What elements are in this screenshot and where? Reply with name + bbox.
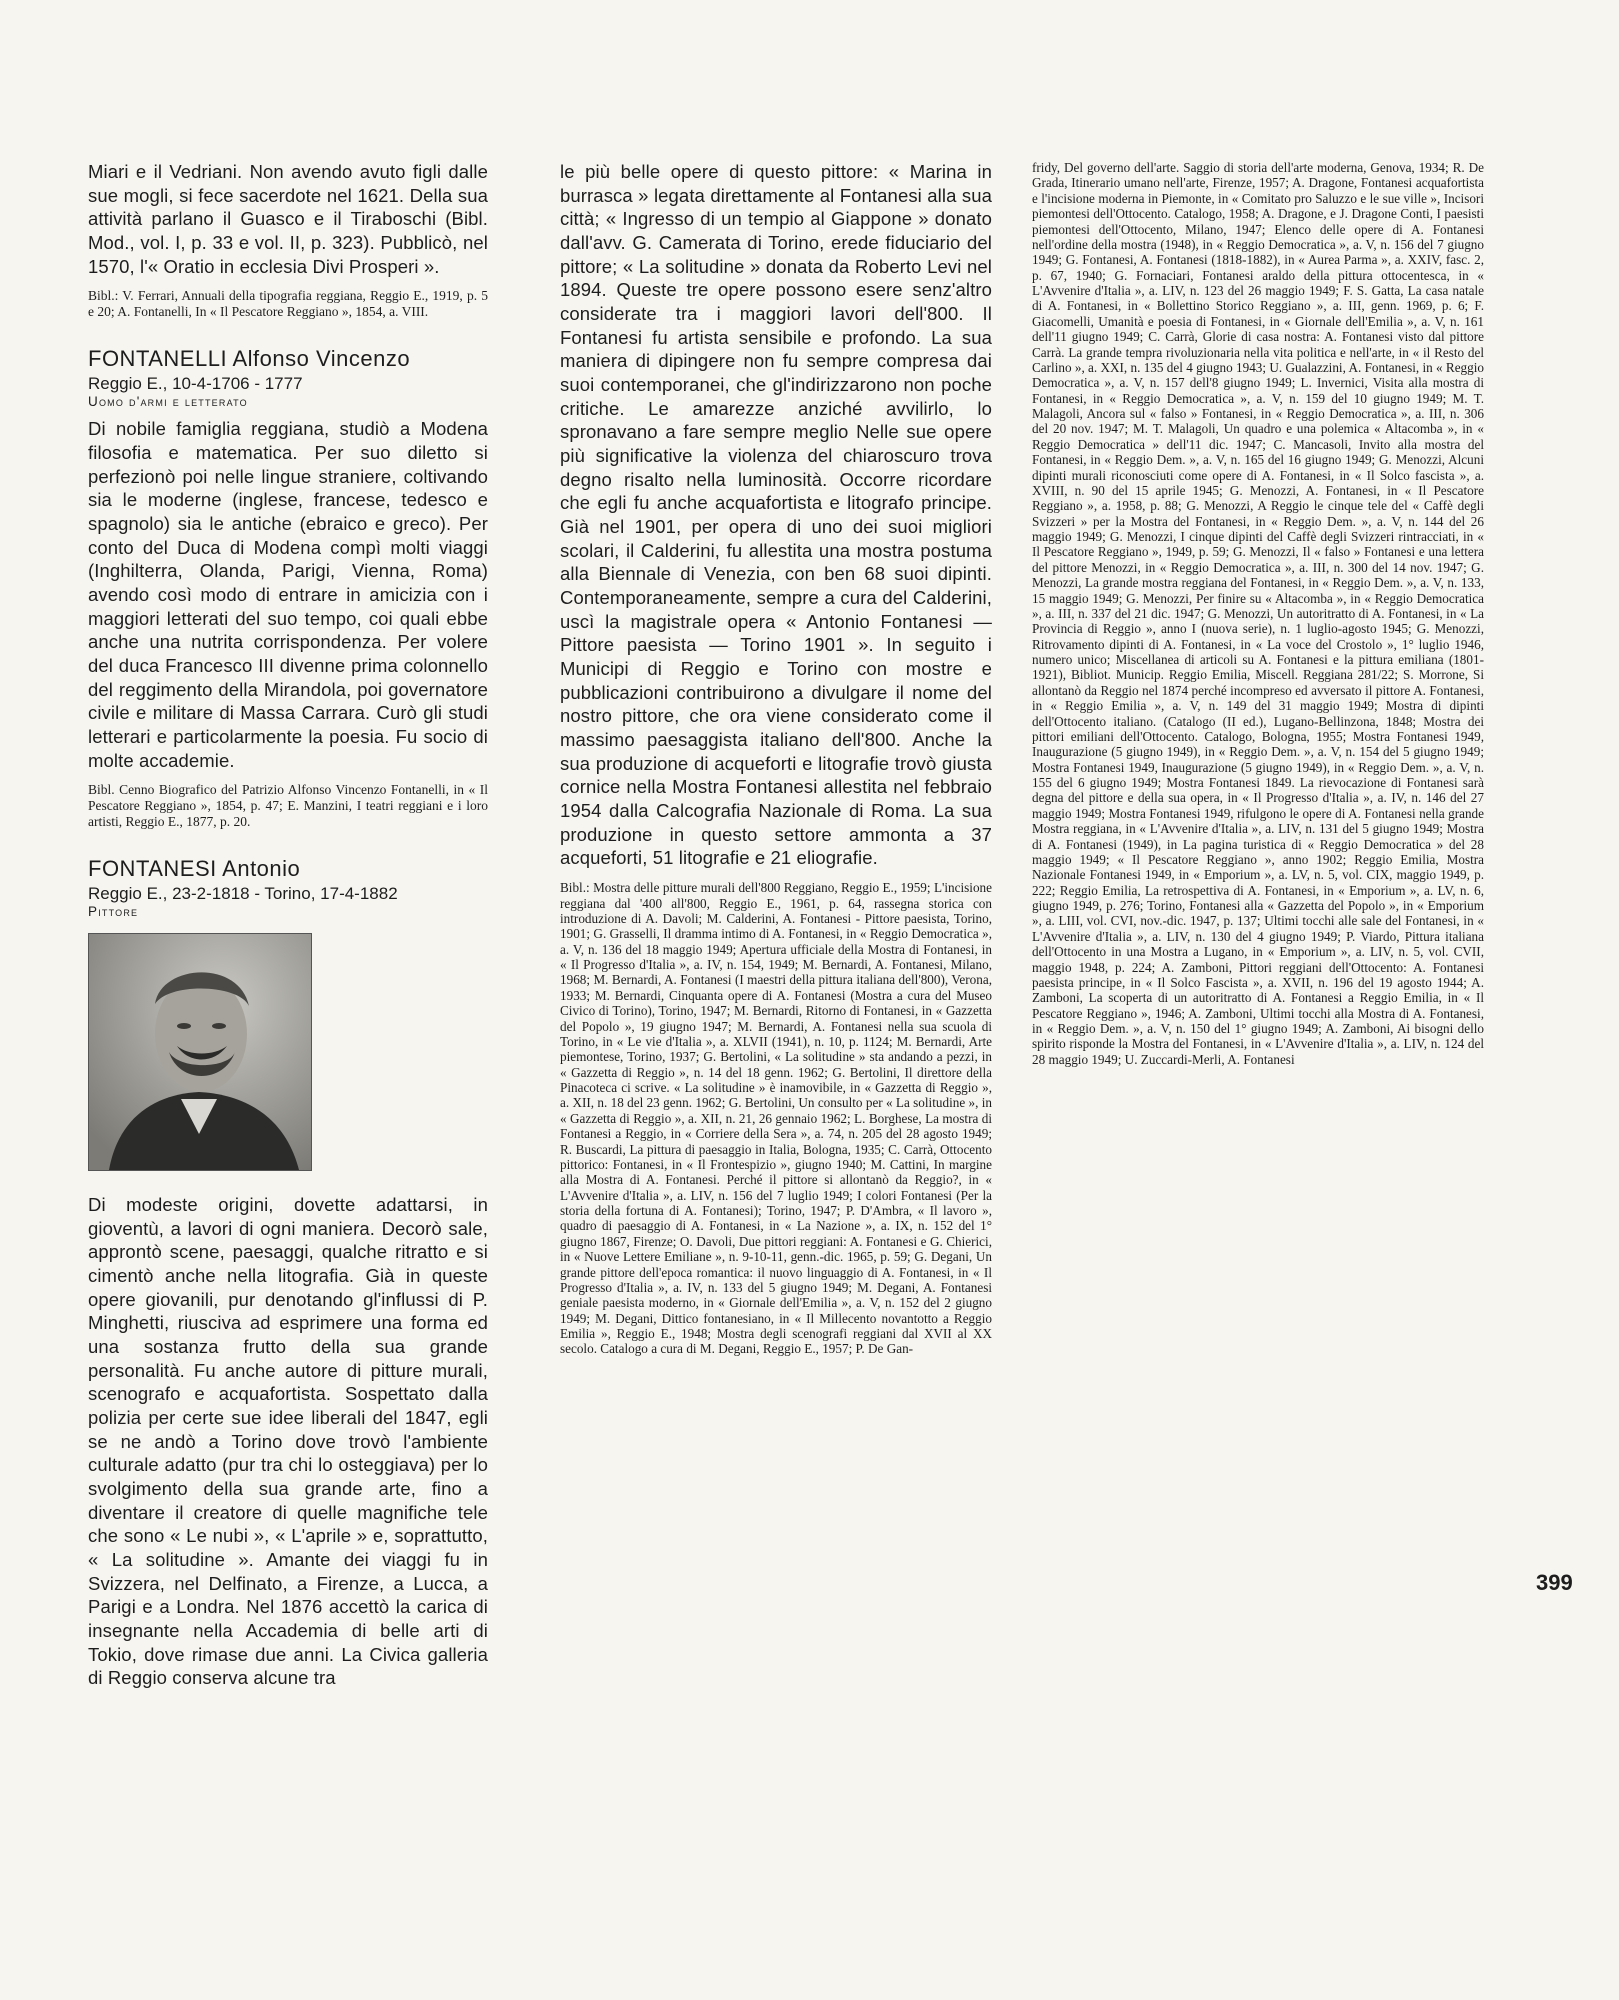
- column-left: [88, 160, 488, 1810]
- entry-heading-fontanesi: FONTANESI Antonio: [88, 856, 301, 882]
- fontanesi-bibliography-continued: fridy, Del governo dell'arte. Saggio di storia dell'arte moderna, Genova, 1934; R. De Grada, Itinerario umano nell'arte, Firenze, 1957; A. Dragone, Fontanesi acquafortista e l'incisione moderna in Piemonte, in « Comitato pro Saluzzo e le sue ville », Incisori piemontesi dell'Ottocento. Catalogo, 1958; A. Dragone, e J. Dragone Conti, I paesisti piemontesi dell'Ottocento, Milano, 1947; Elenco delle opere di A. Fontanesi nell'ordine della mostra (1948), in « Reggio Democratica », a. V, n. 156 del 7 giugno 1949; G. Fontanesi, A. Fontanesi (1818-1882), in « Aurea Parma », a. XXIV, fasc. 2, p. 67, 1940; G. Fornaciari, Fontanesi araldo della pittura ottocentesca, in « L'Avvenire d'Italia », a. LIV, n. 123 del 26 maggio 1949; F. S. Gatta, La casa natale di A. Fontanesi, in « Bollettino Storico Reggiano », a. III, genn. 1969, p. 6; F. Giacomelli, Umanità e poesia di Fontanesi, in « Giornale dell'Emilia », a. V, n. 161 dell'11 giugno 1949; C. Carrà, Glorie di casa nostra: A. Fontanesi visto dal pittore Carrà. La grande tempra rivoluzionaria nella vita politica e nell'arte, in « il Resto del Carlino », a. XXI, n. 135 del 4 giugno 1943; U. Gualazzini, A. Fontanesi, in « Reggio Democratica », a. V, n. 157 dell'8 giugno 1949; L. Invernici, Visita alla mostra di Fontanesi, in « Reggio Democratica », a. V, n. 159 del 10 giugno 1949; M. T. Malagoli, Ancora sul « falso » Fontanesi, in « Reggio Democratica », a. III, n. 306 del 20 nov. 1947; M. T. Malagoli, Un quadro e una polemica « Altacomba », in « Reggio Democratica » dell'11 dic. 1947; C. Mancasoli, Invito alla mostra del Fontanesi, in « Reggio Dem. », a. V, n. 165 del 16 giugno 1949; G. Menozzi, Alcuni dipinti murali riconosciuti come opere di A. Fontanesi, in « Il Solco fascista », a. XVIII, n. 90 del 15 aprile 1945; G. Menozzi, A. Fontanesi, in « Il Pescatore Reggiano », a. 1958, p. 88; G. Menozzi, A Reggio le cinque tele del « Caffè degli Svizzeri » per la Mostra del Fontanesi, in « Reggio Dem. », a. V, n. 144 del 26 maggio 1949; G. Menozzi, I cinque dipinti del Caffè degli Svizzeri rintracciati, in « Il Pescatore Reggiano », 1949, p. 59; G. Menozzi, Il « falso » Fontanesi e una lettera del pittore Menozzi, in « Reggio Democratica », a. III, n. 300 del 14 nov. 1947; G. Menozzi, La grande mostra reggiana del Fontanesi, in « Reggio Dem. », a. V, n. 133, 15 maggio 1949; G. Menozzi, Per finire su « Altacomba », in « Reggio Democratica », a. III, n. 337 del 21 dic. 1947; G. Menozzi, Un autoritratto di A. Fontanesi, in « La Provincia di Reggio », anno I (nuova serie), n. 1 luglio-agosto 1945; G. Menozzi, Ritrovamento dipinti di A. Fontanesi, in « La voce del Crostolo », 1° luglio 1946, numero unico; Miscellanea di articoli su A. Fontanesi e la pittura emiliana (1801-1921), Bibliot. Municip. Reggio Emilia, Miscell. Reggiana 281/22; S. Morrone, Si allontanò da Reggio nel 1874 perché incompreso ed avversato il pittore A. Fontanesi, in « Reggio Emilia », a. V, n. 149 del 31 maggio 1949; Mostra di dipinti dell'Ottocento italiano. (Catalogo (II ed.), Lugano-Bellinzona, 1848; Mostra dei pittori emiliani dell'Ottocento. Catalogo, Bologna, 1955; Mostra Fontanesi 1949, Inaugurazione (5 giugno 1949), in « Reggio Dem. », a. V, n. 154 del 5 giugno 1949; Mostra Fontanesi 1949, Inaugurazione (5 giugno 1949), in « Reggio Dem. », a. V, n. 155 del 6 giugno 1949; Mostra Fontanesi 1849. La rievocazione di Fontanesi sarà degna del pittore e della sua opera, in « Il Progresso d'Italia », a. IV, n. 146 del 27 maggio 1949; Mostra Fontanesi 1949, rifulgono le opere di A. Fontanesi nella grande Mostra reggiana, in « L'Avvenire d'Italia », a. LIV, n. 131 del 5 giugno 1949; Mostra di A. Fontanesi (1949), in La pagina turistica di « Reggio Democratica » del 28 maggio 1949; « Il Pescatore Reggiano », anno 1902; Reggio Emilia, Mostra Nazionale Fontanesi 1949, in « Emporium », a. LV, n. 5, vol. CIX, maggio 1949, p. 222; Reggio Emilia, La retrospettiva di A. Fontanesi, in « Emporium », a. LV, n. 6, giugno 1949, p. 276; Torino, Fontanesi alla « Gazzetta del Popolo », in « Emporium », a. LIII, vol. CVI, nov.-dic. 1947, p. 137; Ultimi tocchi alle sale del Fontanesi, in « L'Avvenire d'Italia », a. LIV, n. 130 del 4 giugno 1949; P. Viardo, Pittura italiana dell'Ottocento in una Mostra a Lugano, in « Emporium », a. LIV, n. 5, vol. CVII, maggio 1948, p. 224; A. Zamboni, Pittori reggiani dell'Ottocento: A. Fontanesi paesista principe, in « Il Solco Fascista », a. XVII, n. 196 del 19 agosto 1944; A. Zamboni, La scoperta di un autoritratto di A. Fontanesi a Reggio Emilia, in « Il Pescatore Reggiano », 1946; A. Zamboni, Ultimi tocchi alla Mostra di A. Fontanesi, in « Reggio Dem. », a. V, n. 150 del 1° giugno 1949; A. Zamboni, Ai bisogni dello spirito risponde la Mostra del Fontanesi, in « L'Avvenire d'Italia », a. LIV, n. 124 del 28 maggio 1949; U. Zuccardi-Merli, A. Fontanesi: [1032, 160, 1484, 1067]
- fontanesi-text-continued: le più belle opere di questo pittore: « Marina in burrasca » legata direttamente al Fontanesi alla sua città; « Ingresso di un tempio al Giappone » donato dall'avv. G. Camerata di Torino, erede fiduciario del pittore; « La solitudine » donata da Roberto Levi nel 1894. Queste tre opere possono esere senz'altro considerate tra i maggiori lavori dell'800. Il Fontanesi fu artista sensibile e profondo. La sua maniera di dipingere non fu sempre compresa dai suoi contemporanei, che gl'indirizzarono non poche critiche. Le amarezze anziché avvilirlo, lo spronavano a fare sempre meglio Nelle sue opere più significative la violenza del chiaroscuro trova degno risalto nella luminosità. Occorre ricordare che egli fu anche acquafortista e litografo principe. Già nel 1901, per opera di uno dei suoi migliori scolari, il Calderini, fu allestita una mostra postuma alla Biennale di Venezia, con ben 68 suoi dipinti. Contemporaneamente, sempre a cura del Calderini, uscì la magistrale opera « Antonio Fontanesi — Pittore paesista — Torino 1901 ». In seguito i Municipi di Reggio e Torino con mostre e pubblicazioni contribuirono a divulgare il nome del nostro pittore, che ora viene considerato come il massimo paesaggista italiano dell'800. Anche la sua produzione di acqueforti e litografie trovò giusta cornice nella Mostra Fontanesi allestita nel febbraio 1954 dalla Calcografia Nazionale di Roma. La sua produzione in questo settore ammonta a 37 acqueforti, 51 litografie e 21 eliografie.: [560, 161, 992, 869]
- intro-paragraph: Miari e il Vedriani. Non avendo avuto figli dalle sue mogli, si fece sacerdote nel 1621. Della sua attività parlano il Guasco e il Tiraboschi (Bibl. Mod., vol. I, p. 33 e vol. II, p. 323). Pubblicò, nel 1570, l'« Oratio in ecclesia Divi Prosperi ».: [88, 161, 488, 277]
- intro-bibliography: Bibl.: V. Ferrari, Annuali della tipografia reggiana, Reggio E., 1919, p. 5 e 20; A. Fontanelli, In « Il Pescatore Reggiano », 1854, a. VIII.: [88, 288, 488, 320]
- entry-heading-fontanelli: FONTANELLI Alfonso Vincenzo: [88, 346, 411, 372]
- entry-dates-fontanelli: Reggio E., 10-4-1706 - 1777: [88, 374, 303, 394]
- portrait-photo: [88, 933, 312, 1171]
- fontanesi-bibliography: Bibl.: Mostra delle pitture murali dell'800 Reggiano, Reggio E., 1959; L'incisione reggiana dal '400 all'800, Reggio E., 1961, p. 64, rassegna storica con introduzione di A. Davoli; M. Calderini, A. Fontanesi - Pittore paesista, Torino, 1901; G. Grasselli, Il dramma intimo di A. Fontanesi, in « Reggio Democratica », a. V, n. 136 del 18 maggio 1949; Apertura ufficiale della Mostra di Fontanesi, in « Il Progresso d'Italia », a. IV, n. 154, 1949; M. Bernardi, A. Fontanesi, Milano, 1968; M. Bernardi, A. Fontanesi (I maestri della pittura italiana dell'800), Verona, 1933; M. Bernardi, Cinquanta opere di A. Fontanesi (Mostra a cura del Museo Civico di Torino), Torino, 1947; M. Bernardi, Ritorno di Fontanesi, in « Gazzetta del Popolo », 19 giugno 1947; M. Bernardi, A. Fontanesi nella sua scuola di Torino, in « Le vie d'Italia », a. XLVII (1941), n. 10, p. 1124; M. Bernardi, Arte piemontese, Torino, 1937; G. Bertolini, « La solitudine » sta andando a pezzi, in « Gazzetta di Reggio », n. 14 del 18 genn. 1962; G. Bertolini, Il direttore della Pinacoteca ci scrive. « La solitudine » è inamovibile, in « Gazzetta di Reggio », a. XII, n. 18 del 23 genn. 1962; G. Bertolini, Un consulto per « La solitudine », in « Gazzetta di Reggio », a. XII, n. 21, 26 gennaio 1962; L. Borghese, La mostra di Fontanesi a Reggio, in « Corriere della Sera », a. 74, n. 205 del 28 agosto 1949; R. Buscardi, La pittura di paesaggio in Italia, Bologna, 1935; C. Carrà, Ottocento pittorico: Fontanesi, in « Il Frontespizio », giugno 1940; M. Cattini, In margine alla Mostra di A. Fontanesi. Perché il pittore si allontanò da Reggio?, in « L'Avvenire d'Italia », a. LIV, n. 156 del 7 luglio 1949; I colori Fontanesi (Per la storia della fortuna di A. Fontanesi); Torino, 1947; P. D'Ambra, « Il lavoro », quadro di paesaggio di A. Fontanesi, in « La Nazione », a. IX, n. 152 del 1° giugno 1867, Firenze; O. Davoli, Due pittori reggiani: A. Fontanesi e G. Chierici, in « Nuove Lettere Emiliane », n. 9-10-11, genn.-dic. 1965, p. 59; G. Degani, Un grande pittore dell'epoca romantica: il nuovo linguaggio di A. Fontanesi, in « Il Progresso d'Italia », a. IV, n. 133 del 5 giugno 1949; M. Degani, A. Fontanesi geniale paesista moderno, in « Giornale dell'Emilia », a. V, n. 152 del 2 giugno 1949; M. Degani, Dittico fontanesiano, in « Il Millecento novantotto a Reggio Emilia », Reggio E., 1948; Mostra degli scenografi reggiani dal XVII al XX secolo. Catalogo a cura di M. Degani, Reggio E., 1957; P. De Gan-: [560, 880, 992, 1357]
- entry-text-fontanelli: Di nobile famiglia reggiana, studiò a Modena filosofia e matematica. Per suo diletto si perfezionò poi nelle lingue straniere, coltivando sia le moderne (inglese, francese, tedesco e spagnolo) sia le antiche (ebraico e greco). Per conto del Duca di Modena compì molti viaggi (Inghilterra, Olanda, Parigi, Vienna, Roma) avendo così modo di entrare in amicizia con i maggiori letterati del suo tempo, coi quali ebbe anche una nutrita corrispondenza. Per volere del duca Francesco III divenne prima colonnello del reggimento della Mirandola, poi governatore civile e militare di Massa Carrara. Curò gli studi letterari e particolarmente la poesia. Fu socio di molte accademie.: [88, 418, 488, 771]
- entry-bibliography-fontanelli: Bibl. Cenno Biografico del Patrizio Alfonso Vincenzo Fontanelli, in « Il Pescatore Reggiano », 1854, p. 47; E. Manzini, I teatri reggiani e i loro artisti, Reggio E., 1877, p. 20.: [88, 782, 488, 830]
- entry-dates-fontanesi: Reggio E., 23-2-1818 - Torino, 17-4-1882: [88, 884, 398, 904]
- entry-role-fontanesi: Pittore: [88, 904, 139, 920]
- entry-role-fontanelli: Uomo d'armi e letterato: [88, 394, 248, 410]
- column-middle: [560, 160, 992, 1810]
- portrait-illustration: [89, 934, 311, 1170]
- page-number: 399: [1536, 1570, 1573, 1595]
- column-right: [1032, 160, 1484, 1800]
- entry-text-fontanesi: Di modeste origini, dovette adattarsi, in gioventù, a lavori di ogni maniera. Decorò sale, approntò scene, paesaggi, qualche ritratto e si cimentò anche nella litografia. Già in queste opere giovanili, pur denotando gl'influssi di P. Minghetti, riusciva ad esprimere una forma ed una sostanza frutto della sua grande personalità. Fu anche autore di pitture murali, scenografo e acquafortista. Sospettato dalla polizia per certe sue idee liberali del 1847, egli se ne andò a Torino dove trovò l'ambiente culturale adatto (pur tra chi lo osteggiava) per lo svolgimento della sua grande arte, fino a diventare il creatore di quelle magnifiche tele che sono « Le nubi », « L'aprile » e, soprattutto, « La solitudine ». Amante dei viaggi fu in Svizzera, nel Delfinato, a Firenze, a Lucca, a Parigi e a Londra. Nel 1876 accettò la carica di insegnante nella Accademia di belle arti di Tokio, dove rimase due anni. La Civica galleria di Reggio conserva alcune tra: [88, 1194, 488, 1689]
